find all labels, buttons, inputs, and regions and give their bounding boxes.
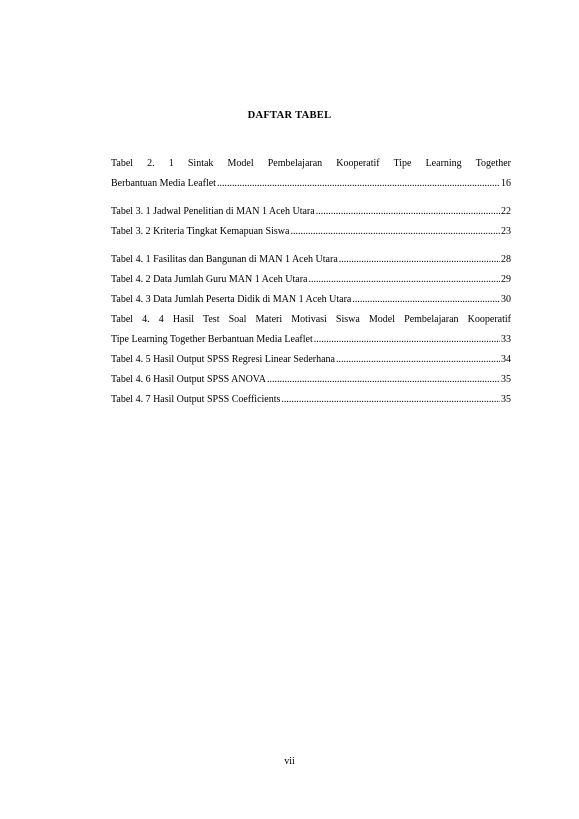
page-number: vii (284, 756, 295, 767)
toc-entry-tabel-3-2[interactable] (111, 222, 511, 242)
toc-entry-page: 23 (501, 226, 511, 237)
toc-entry-title: Tabel 4. 5 Hasil Output SPSS Regresi Linear Sederhana (111, 354, 335, 365)
toc-entry-tabel-3-1[interactable] (111, 202, 511, 222)
toc-entry-title: Tabel 4. 3 Data Jumlah Peserta Didik di MAN 1 Aceh Utara (111, 294, 352, 305)
toc-entry-title: Tipe Learning Together Berbantuan Media Leaflet (111, 334, 313, 345)
dot-leader (314, 330, 500, 350)
toc-entry-page: 22 (501, 206, 511, 217)
toc-entry-title: Tabel 4. 6 Hasil Output SPSS ANOVA (111, 374, 266, 385)
group-spacer (111, 242, 511, 250)
dot-leader (290, 222, 500, 242)
dot-leader (217, 174, 500, 194)
toc-entry-page: 16 (501, 178, 511, 189)
toc-entry-page: 30 (501, 294, 511, 305)
toc-entry-page: 33 (501, 334, 511, 345)
dot-leader (308, 270, 500, 290)
toc-entry-title: Tabel 3. 2 Kriteria Tingkat Kemapuan Siswa (111, 226, 290, 237)
page-title: DAFTAR TABEL (247, 110, 332, 121)
dot-leader (281, 390, 500, 410)
toc-entry-tabel-4-1[interactable] (111, 250, 511, 270)
toc-entry-title-line: Tabel 4. 4 Hasil Test Soal Materi Motivasi Siswa Model Pembelajaran Kooperatif (111, 314, 511, 325)
toc-entry-page: 29 (501, 274, 511, 285)
toc-entry-page: 28 (501, 254, 511, 265)
toc-entry-leader-line (111, 174, 511, 194)
toc-entry-tabel-4-3[interactable] (111, 290, 511, 310)
toc-entry-title: Tabel 4. 2 Data Jumlah Guru MAN 1 Aceh Utara (111, 274, 308, 285)
toc-entry-tabel-4-4[interactable] (111, 310, 511, 350)
dot-leader (352, 290, 500, 310)
toc-entry-page: 34 (501, 354, 511, 365)
dot-leader (316, 202, 500, 222)
toc-entry-title: Tabel 4. 1 Fasilitas dan Bangunan di MAN 1 Aceh Utara (111, 254, 338, 265)
dot-leader (339, 250, 500, 270)
dot-leader (336, 350, 500, 370)
toc-entry-tabel-2-1[interactable] (111, 154, 511, 194)
toc-entry-title: Berbantuan Media Leaflet (111, 178, 216, 189)
toc-entry-page: 35 (501, 394, 511, 405)
group-spacer (111, 194, 511, 202)
toc-entry-tabel-4-2[interactable] (111, 270, 511, 290)
toc-entry-tabel-4-5[interactable] (111, 350, 511, 370)
toc-entry-title-line: Tabel 2. 1 Sintak Model Pembelajaran Kooperatif Tipe Learning Together (111, 158, 511, 169)
toc-entry-title: Tabel 3. 1 Jadwal Penelitian di MAN 1 Aceh Utara (111, 206, 315, 217)
table-of-tables (111, 154, 511, 410)
toc-entry-tabel-4-7[interactable] (111, 390, 511, 410)
toc-entry-title: Tabel 4. 7 Hasil Output SPSS Coefficients (111, 394, 281, 405)
toc-entry-tabel-4-6[interactable] (111, 370, 511, 390)
dot-leader (267, 370, 500, 390)
toc-entry-leader-line (111, 330, 511, 350)
toc-entry-page: 35 (501, 374, 511, 385)
